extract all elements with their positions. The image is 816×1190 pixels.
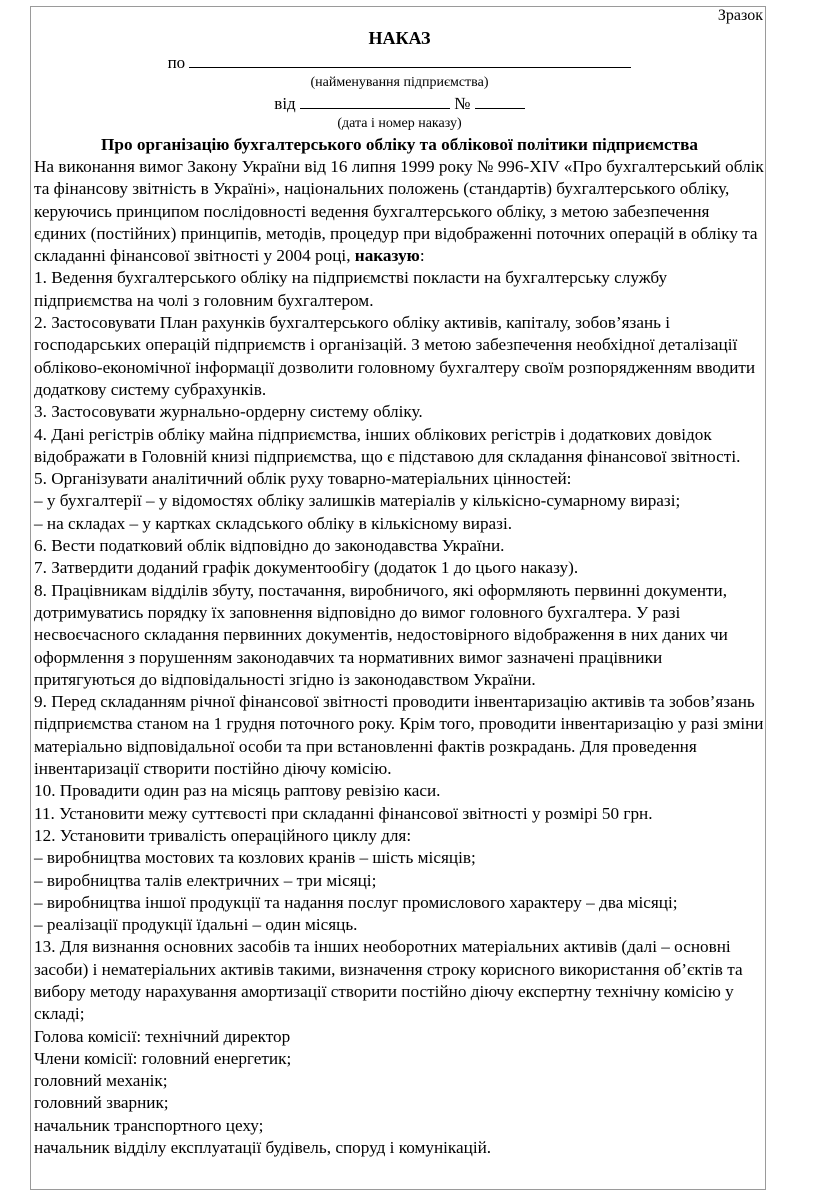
order-item: – виробництва іншої продукції та надання послуг промислового характеру – два місяці; xyxy=(34,892,678,912)
number-blank xyxy=(475,93,525,109)
enterprise-line xyxy=(34,52,765,74)
order-item: головний зварник; xyxy=(34,1093,169,1113)
sample-label: Зразок xyxy=(717,7,763,24)
intro-colon: : xyxy=(419,246,425,266)
order-item: 9. Перед складанням річної фінансової звітності проводити інвентаризацію активів та зобов’язань підприємства станом на 1 грудня поточного року. Крім того, проводити інвентаризацію у разі зміни матеріально відповідальної особи та при встановленні фактів розкрадань. Для проведення інвентаризації створити постійно діючу комісію. xyxy=(34,692,764,779)
order-item: – виробництва мостових та козлових кранів – шість місяців; xyxy=(34,848,476,868)
date-number-line xyxy=(34,93,765,115)
date-caption: (дата і номер наказу) xyxy=(337,116,462,131)
number-sign: № xyxy=(454,94,471,113)
intro-text: На виконання вимог Закону України від 16 липня 1999 року № 996-XIV «Про бухгалтерський облік та фінансову звітність в Україні», національних положень (стандартів) бухгалтерського обліку, керуючись принципом послідовності ведення бухгалтерського обліку, з метою забезпечення єдиних (постійних) принципів, методів, процедур при відображенні поточних операцій в обліку та складанні фінансової звітності у 2004 році, xyxy=(34,157,764,266)
order-item: начальник транспортного цеху; xyxy=(34,1115,264,1135)
order-item: 2. Застосовувати План рахунків бухгалтерського обліку активів, капіталу, зобов’язань і господарських операцій підприємств і організацій. З метою забезпечення необхідної деталізації обліково-економічної інформації дозволити головному бухгалтеру своїм розпорядженням вводити додаткову систему субрахунків. xyxy=(34,313,756,399)
po-label: по xyxy=(167,53,186,72)
order-item: – на складах – у картках складського обліку в кількісному виразі. xyxy=(34,513,513,533)
order-item: начальник відділу експлуатації будівель, споруд і комунікацій. xyxy=(34,1138,492,1158)
order-item: – у бухгалтерії – у відомостях обліку залишків матеріалів у кількісно-сумарному виразі; xyxy=(34,491,681,511)
order-item: 5. Організувати аналітичний облік руху товарно-матеріальних цінностей: xyxy=(34,469,572,489)
enterprise-caption: (найменування підприємства) xyxy=(310,75,489,90)
order-heading: Про організацію бухгалтерського обліку та облікової політики підприємства xyxy=(101,135,698,154)
order-item: Голова комісії: технічний директор xyxy=(34,1026,291,1046)
order-item: 1. Ведення бухгалтерського обліку на підприємстві покласти на бухгалтерську службу підприємства на чолі з головним бухгалтером. xyxy=(34,268,668,310)
date-blank xyxy=(300,93,450,109)
order-item: головний механік; xyxy=(34,1071,168,1091)
order-item: 8. Працівникам відділів збуту, постачання, виробничого, які оформляють первинні документи, дотримуватись порядку їх заповнення відповідно до вимог головного бухгалтера. У разі несвоєчасного складання первинних документів, недостовірного відображення в них даних чи оформлення з порушенням законодавчих та нормативних вимог зазначені працівники притягуються до відповідальності згідно із законодавством України. xyxy=(34,580,728,689)
order-document xyxy=(34,6,765,1159)
order-item: – виробництва талів електричних – три місяці; xyxy=(34,870,377,890)
order-title: НАКАЗ xyxy=(368,28,431,48)
order-items xyxy=(34,267,765,1159)
order-item: 11. Установити межу суттєвості при складанні фінансової звітності у розмірі 50 грн. xyxy=(34,803,653,823)
vid-label: від xyxy=(274,94,296,113)
enterprise-name-blank xyxy=(189,52,631,68)
order-item: Члени комісії: головний енергетик; xyxy=(34,1048,292,1068)
order-item: 7. Затвердити доданий графік документообігу (додаток 1 до цього наказу). xyxy=(34,558,579,578)
intro-paragraph xyxy=(34,156,765,267)
order-item: 13. Для визнання основних засобів та інших необоротних матеріальних активів (далі – основні засоби) і нематеріальних активів такими, визначення строку корисного використання об’єктів та вибору методу нарахування амортизації створити постійно діючу експертну технічну комісію у складі; xyxy=(34,937,743,1024)
order-item: 4. Дані регістрів обліку майна підприємства, інших облікових регістрів і додаткових довідок відображати в Головній книзі підприємства, що є підставою для складання фінансової звітності. xyxy=(34,424,741,466)
order-item: 3. Застосовувати журнально-ордерну систему обліку. xyxy=(34,402,423,422)
order-item: 6. Вести податковий облік відповідно до законодавства України. xyxy=(34,536,505,556)
order-item: – реалізації продукції їдальні – один місяць. xyxy=(34,915,358,935)
order-verb: наказую xyxy=(354,246,420,266)
order-item: 12. Установити тривалість операційного циклу для: xyxy=(34,825,412,845)
order-item: 10. Провадити один раз на місяць раптову ревізію каси. xyxy=(34,781,441,801)
